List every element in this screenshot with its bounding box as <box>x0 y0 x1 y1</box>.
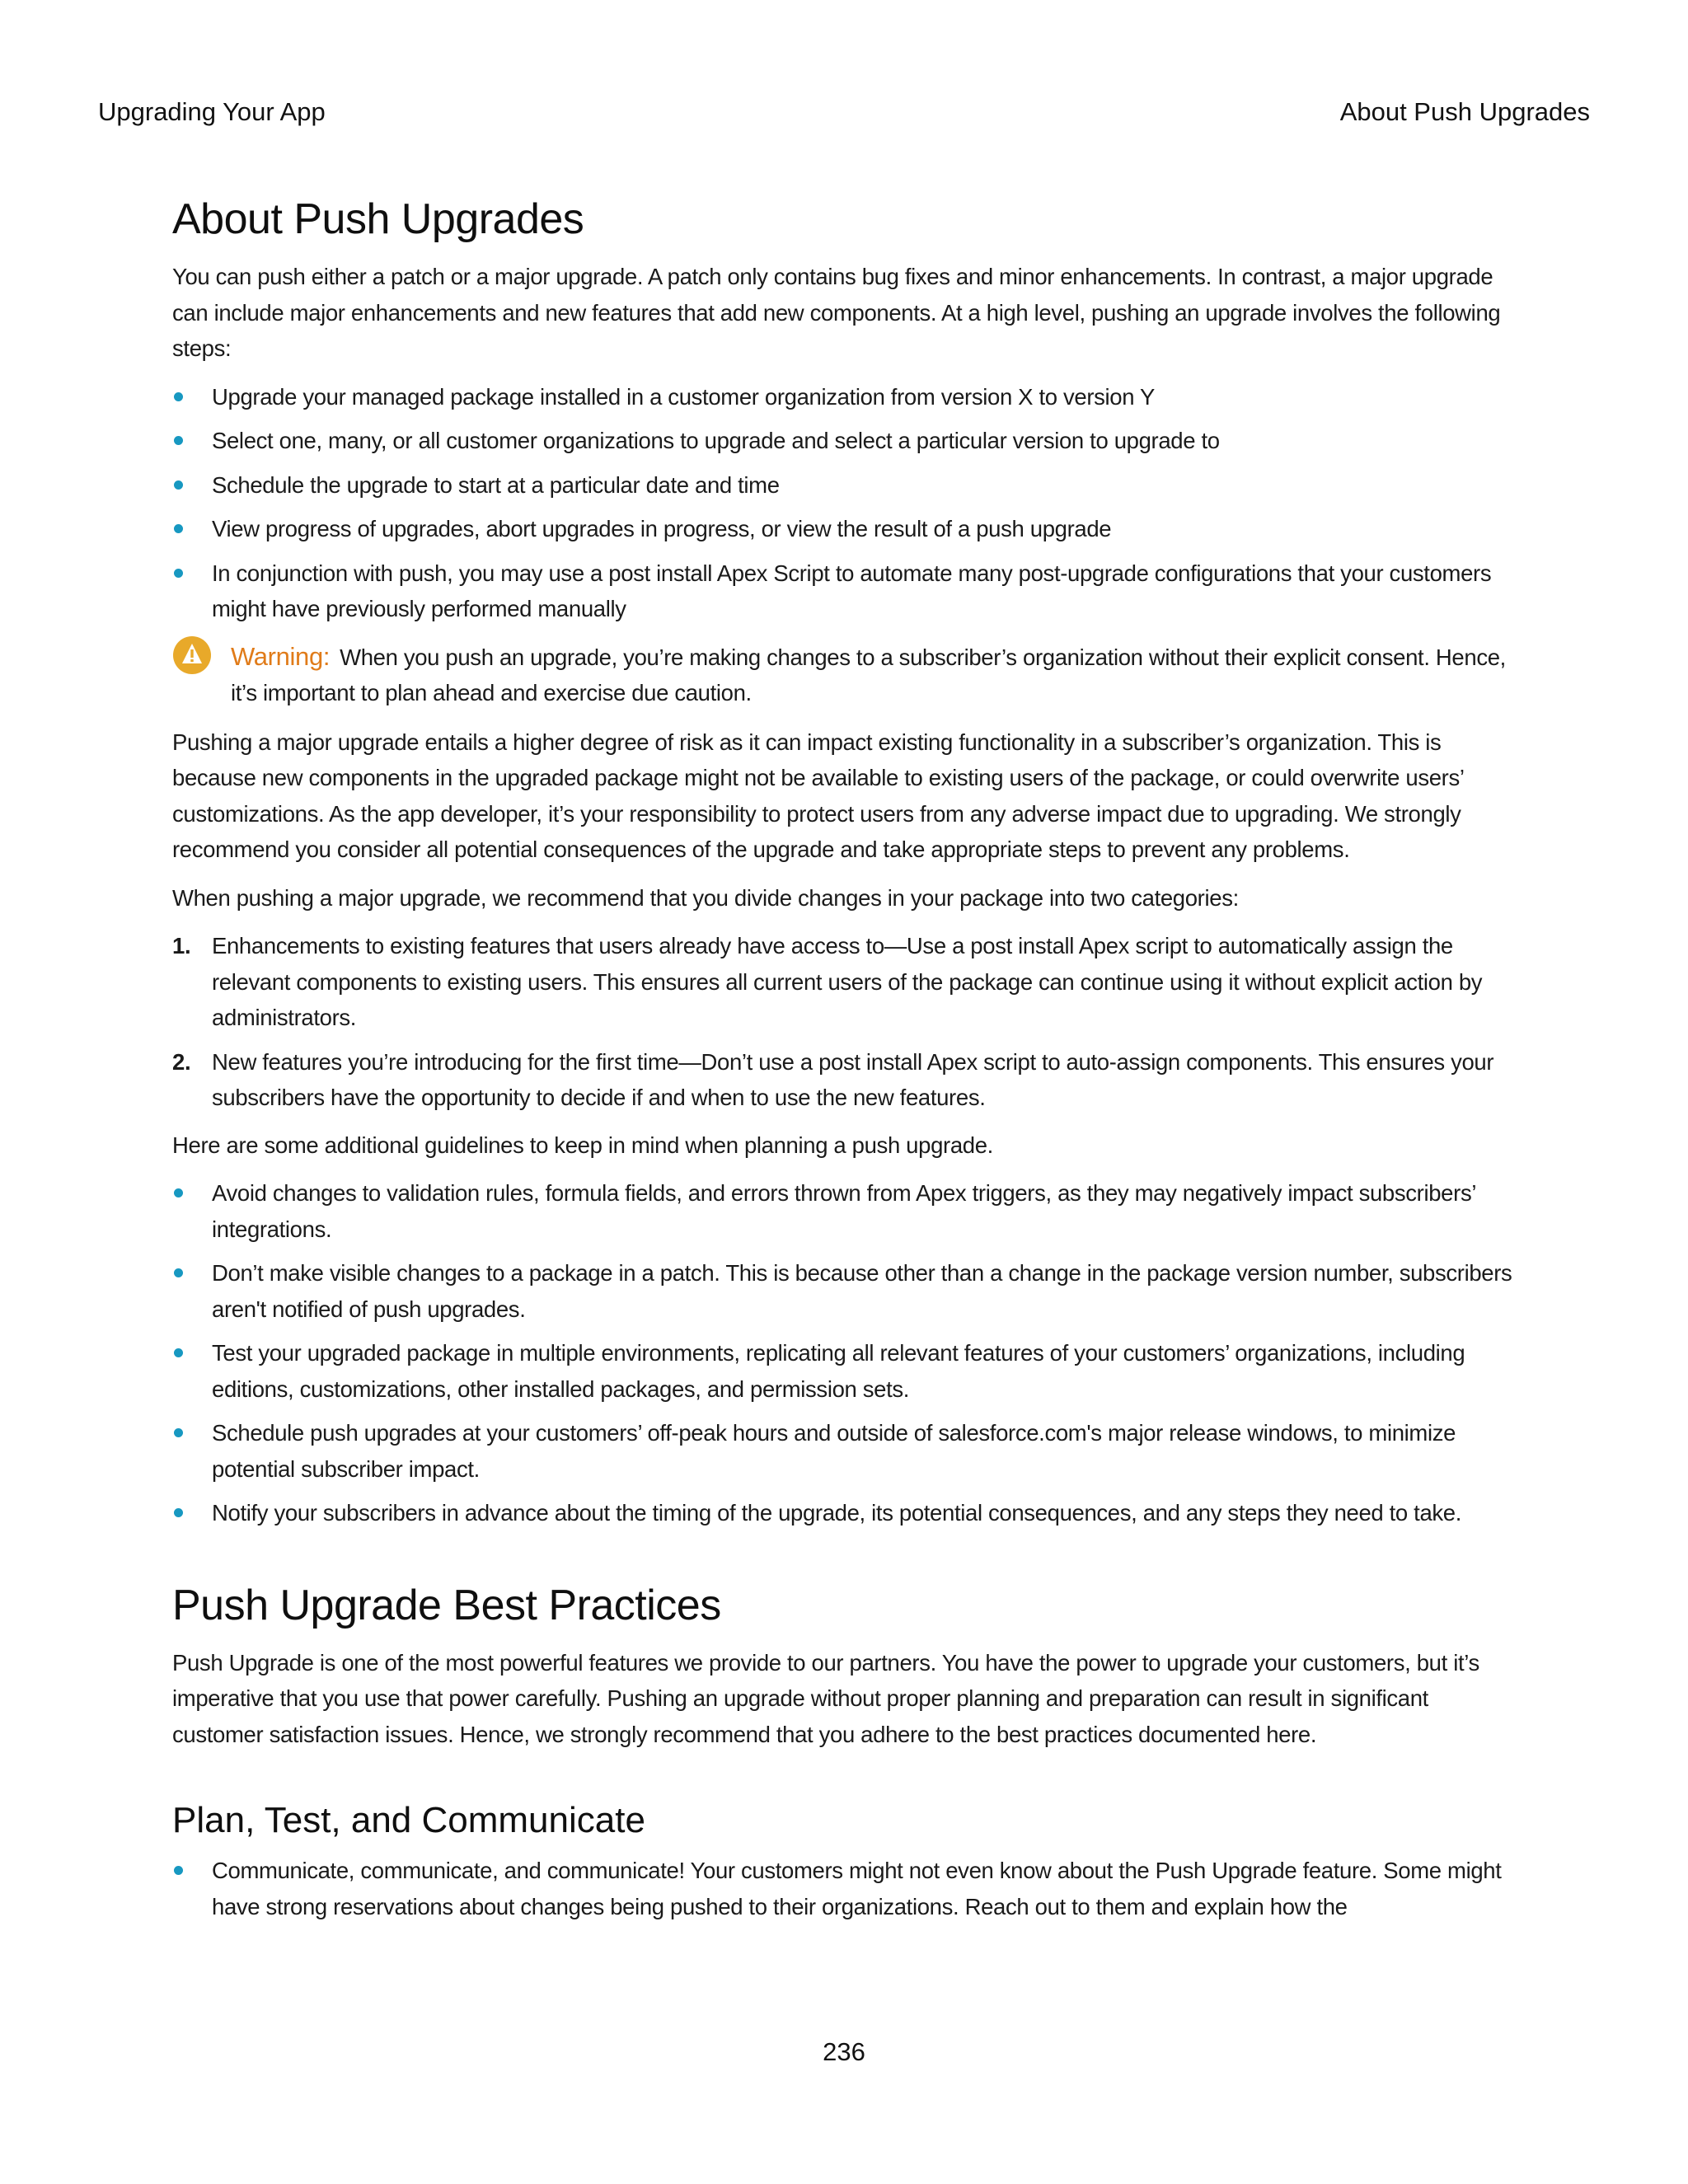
header-section-title: About Push Upgrades <box>1339 97 1590 126</box>
list-item: Don’t make visible changes to a package in a patch. This is because other than a change in the package version number, subscribers aren't notified of push upgrades. <box>172 1255 1519 1327</box>
list-item: Select one, many, or all customer organizations to upgrade and select a particular version to upgrade to <box>172 423 1519 459</box>
list-item: 2. New features you’re introducing for the first time—Don’t use a post install Apex script to auto-assign components. This ensures your subscribers have the opportunity to decide if and when to use the new features. <box>172 1044 1519 1116</box>
list-item: Test your upgraded package in multiple environments, replicating all relevant features of your customers’ organizations, including editions, customizations, other installed packages, and permission sets. <box>172 1335 1519 1407</box>
section-title-about-push-upgrades: About Push Upgrades <box>172 195 584 243</box>
list-item: In conjunction with push, you may use a post install Apex Script to automate many post-upgrade configurations that your customers might have previously performed manually <box>172 555 1519 627</box>
list-number: 2. <box>172 1048 191 1075</box>
bullet-icon <box>174 1348 183 1357</box>
warning-callout <box>172 639 1519 711</box>
intro-paragraph: You can push either a patch or a major upgrade. A patch only contains bug fixes and minor enhancements. In contrast, a major upgrade can include major enhancements and new features that add new components. At a high level, pushing an upgrade involves the following steps: <box>172 264 1501 361</box>
bullet-icon <box>174 1268 183 1277</box>
bullet-icon <box>174 524 183 533</box>
bullet-icon <box>174 569 183 578</box>
categories-list <box>172 928 1519 1116</box>
list-item: 1. Enhancements to existing features that users already have access to—Use a post install Apex script to automatically assign the relevant components to existing users. This ensures all current users of the package can continue using it without explicit action by administrators. <box>172 928 1519 1036</box>
list-item: Schedule push upgrades at your customers’ off-peak hours and outside of salesforce.com's major release windows, to minimize potential subscriber impact. <box>172 1415 1519 1487</box>
bullet-icon <box>174 1866 183 1875</box>
warning-icon <box>172 635 212 675</box>
bullet-icon <box>174 1188 183 1197</box>
bullet-icon <box>174 392 183 401</box>
risk-paragraph: Pushing a major upgrade entails a higher degree of risk as it can impact existing functionality in a subscriber’s organization. This is because new components in the upgraded package might not be available to existing users of the package, or could overwrite users’ customizations. As the app developer, it’s your responsibility to protect users from any adverse impact due to upgrading. We strongly recommend you consider all potential consequences of the upgrade and take appropriate steps to prevent any problems. <box>172 729 1464 862</box>
header-chapter-title: Upgrading Your App <box>98 97 326 126</box>
warning-label: Warning: <box>231 641 331 671</box>
list-item: View progress of upgrades, abort upgrades in progress, or view the result of a push upgrade <box>172 511 1519 547</box>
bullet-icon <box>174 480 183 490</box>
plan-list <box>172 1853 1519 1924</box>
page-content <box>172 194 1519 1936</box>
guidelines-list <box>172 1175 1519 1531</box>
guidelines-paragraph: Here are some additional guidelines to keep in mind when planning a push upgrade. <box>172 1132 993 1158</box>
bullet-icon <box>174 1508 183 1517</box>
list-item: Notify your subscribers in advance about the timing of the upgrade, its potential consequences, and any steps they need to take. <box>172 1495 1519 1531</box>
section-title-best-practices: Push Upgrade Best Practices <box>172 1581 721 1629</box>
best-practices-intro: Push Upgrade is one of the most powerful features we provide to our partners. You have the power to upgrade your customers, but it’s imperative that you use that power carefully. Pushing an upgrade without proper planning and preparation can result in significant customer satisfaction issues. Hence, we strongly recommend that you adhere to the best practices documented here. <box>172 1649 1479 1747</box>
page-number: 236 <box>823 2037 865 2066</box>
categories-paragraph: When pushing a major upgrade, we recommend that you divide changes in your package into two categories: <box>172 884 1239 911</box>
warning-text: When you push an upgrade, you’re making changes to a subscriber’s organization without their explicit consent. Hence, it’s important to plan ahead and exercise due caution. <box>231 644 1506 705</box>
list-item: Schedule the upgrade to start at a particular date and time <box>172 467 1519 504</box>
list-item: Communicate, communicate, and communicate! Your customers might not even know about the Push Upgrade feature. Some might have strong reservations about changes being pushed to their organizations. Reach out to them and explain how the <box>172 1853 1519 1924</box>
list-item: Upgrade your managed package installed in a customer organization from version X to version Y <box>172 379 1519 415</box>
steps-list <box>172 379 1519 627</box>
list-number: 1. <box>172 933 191 958</box>
subsection-title-plan-test-communicate: Plan, Test, and Communicate <box>172 1800 645 1840</box>
bullet-icon <box>174 1428 183 1437</box>
list-item: Avoid changes to validation rules, formula fields, and errors thrown from Apex triggers, as they may negatively impact subscribers’ integrations. <box>172 1175 1519 1247</box>
running-header <box>98 97 1590 134</box>
bullet-icon <box>174 436 183 445</box>
